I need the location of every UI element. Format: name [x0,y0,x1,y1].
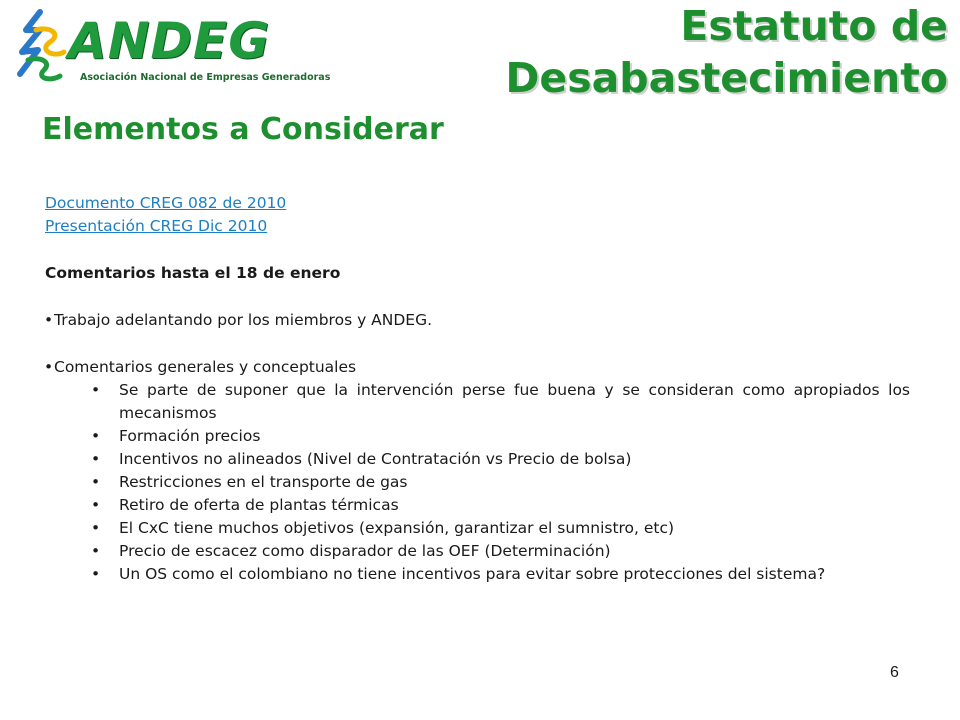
logo-wordmark: ANDEG [68,12,271,70]
title-line-1: Estatuto de [680,2,948,50]
section-subtitle: Elementos a Considerar [42,112,444,147]
andeg-emblem-icon [10,8,76,86]
link-presentacion-creg[interactable]: Presentación CREG Dic 2010 [45,217,268,235]
comentarios-sublist [45,379,910,586]
andeg-logo [10,8,331,90]
list-item: • Se parte de suponer que la intervención perse fue buena y se consideran como apropiados los mecanismos [91,381,910,422]
slide-content [45,192,910,586]
link-documento-creg[interactable]: Documento CREG 082 de 2010 [45,194,287,212]
list-item: • Un OS como el colombiano no tiene incentivos para evitar sobre protecciones del sistema? [91,565,826,583]
page-number: 6 [890,664,899,681]
list-item: • Incentivos no alineados (Nivel de Contratación vs Precio de bolsa) [91,450,632,468]
title-line-2: Desabastecimiento [505,54,948,102]
list-item: • Formación precios [91,427,261,445]
list-item: • Precio de escacez como disparador de las OEF (Determinación) [91,542,611,560]
list-item: • Retiro de oferta de plantas térmicas [91,496,399,514]
list-item: • Restricciones en el transporte de gas [91,473,408,491]
list-item: • El CxC tiene muchos objetivos (expansión, garantizar el sumnistro, etc) [91,519,675,537]
logo-subtitle: Asociación Nacional de Empresas Generadoras [80,72,331,83]
page-title [388,0,948,104]
bullet-comentarios: • Comentarios generales y conceptuales [45,356,910,379]
comments-deadline: Comentarios hasta el 18 de enero [45,264,341,282]
bullet-trabajo: • Trabajo adelantando por los miembros y ANDEG. [45,309,910,332]
